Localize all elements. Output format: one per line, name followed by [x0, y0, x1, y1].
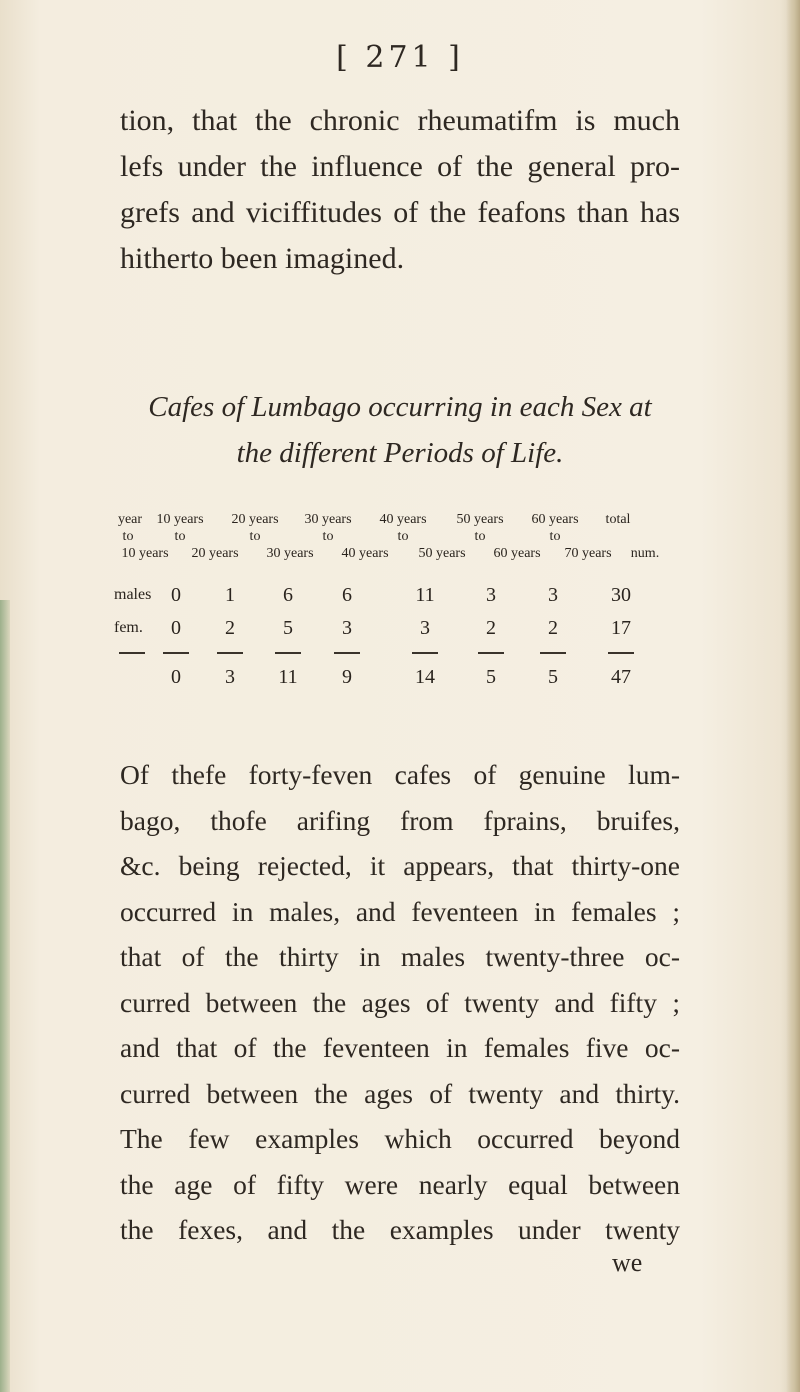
text-line: occurred in males, and feventeen in females ;	[120, 895, 680, 927]
sum-rule	[163, 652, 189, 654]
text-line: Of thefe forty-feven cafes of genuine lum-	[120, 759, 680, 790]
table-cell: 17	[611, 617, 631, 639]
header-cell: to	[397, 529, 409, 544]
table-cell: 6	[342, 584, 352, 606]
total-cell: 5	[548, 666, 558, 688]
table-title	[0, 384, 800, 476]
header-cell: to	[174, 529, 186, 544]
header-cell: 50 years	[418, 546, 466, 561]
text-line: grefs and viciffitudes of the feafons than has	[120, 196, 680, 229]
header-cell: year	[117, 512, 143, 527]
text-line: curred between the ages of twenty and thirty.	[120, 1077, 680, 1109]
sum-rule	[275, 652, 301, 654]
text-line: and that of the feventeen in females five oc-	[120, 1032, 680, 1063]
header-cell: total	[605, 512, 631, 527]
text-line: that of the thirty in males twenty-three oc-	[120, 941, 680, 972]
header-cell: 30 years	[266, 546, 314, 561]
header-cell: 30 years	[304, 512, 352, 527]
sum-rule	[478, 652, 504, 654]
header-cell: 70 years	[564, 546, 612, 561]
text-line: tion, that the chronic rheumatifm is much	[120, 104, 680, 137]
table-cell: 5	[283, 617, 293, 639]
header-cell: 10 years	[156, 512, 204, 527]
title-line: Cafes of Lumbago occurring in each Sex at	[148, 391, 652, 423]
header-cell: to	[322, 529, 334, 544]
header-cell: 50 years	[456, 512, 504, 527]
row-label-males: males	[114, 586, 152, 603]
header-cell: 40 years	[341, 546, 389, 561]
header-cell: 60 years	[493, 546, 541, 561]
table-cell: 30	[611, 584, 631, 606]
header-cell: 60 years	[531, 512, 579, 527]
header-cell: to	[122, 529, 134, 544]
table-cell: 3	[548, 584, 558, 606]
sum-rule	[119, 652, 145, 654]
header-cell: 40 years	[379, 512, 427, 527]
table-cell: 3	[342, 617, 352, 639]
total-cell: 47	[611, 666, 631, 688]
body-paragraph	[120, 752, 680, 1253]
total-cell: 5	[486, 666, 496, 688]
table-cell: 3	[420, 617, 430, 639]
header-cell: to	[249, 529, 261, 544]
total-cell: 9	[342, 666, 352, 688]
text-line: hitherto been imagined.	[120, 242, 405, 275]
total-cell: 11	[278, 666, 298, 688]
sum-rule	[334, 652, 360, 654]
table-cell: 6	[283, 584, 293, 606]
text-line: lefs under the influence of the general pro-	[120, 150, 680, 183]
table-cell: 0	[171, 617, 181, 639]
table-cell: 2	[225, 617, 235, 639]
title-line: the different Periods of Life.	[236, 437, 564, 469]
sum-rule	[217, 652, 243, 654]
table-cell: 11	[415, 584, 435, 606]
table-cell: 2	[548, 617, 558, 639]
text-line: &c. being rejected, it appears, that thirty-one	[120, 850, 680, 881]
sum-rule	[412, 652, 438, 654]
header-cell: 10 years	[121, 546, 169, 561]
header-cell: to	[474, 529, 486, 544]
header-cell: 20 years	[231, 512, 279, 527]
table-cell: 3	[486, 584, 496, 606]
header-cell: to	[549, 529, 561, 544]
table-cell: 2	[486, 617, 496, 639]
total-cell: 3	[225, 666, 235, 688]
page-number-header: [ 271 ]	[336, 40, 464, 75]
intro-paragraph	[120, 98, 680, 282]
text-line: the fexes, and the examples under twenty	[120, 1214, 680, 1245]
sum-rule	[540, 652, 566, 654]
table-cell: 0	[171, 584, 181, 606]
header-cell: 20 years	[191, 546, 239, 561]
text-line: The few examples which occurred beyond	[120, 1123, 680, 1154]
text-line: the age of fifty were nearly equal between	[120, 1168, 680, 1200]
catchword: we	[612, 1248, 643, 1277]
header-cell: num.	[630, 546, 660, 561]
total-cell: 14	[415, 666, 435, 688]
table-cell: 1	[225, 584, 235, 606]
row-label-females: fem.	[114, 619, 143, 636]
text-line: curred between the ages of twenty and fifty ;	[120, 986, 680, 1018]
text-line: bago, thofe arifing from fprains, bruifes,	[120, 804, 680, 836]
sum-rule	[608, 652, 634, 654]
lumbago-table	[0, 504, 800, 724]
total-cell: 0	[171, 666, 181, 688]
